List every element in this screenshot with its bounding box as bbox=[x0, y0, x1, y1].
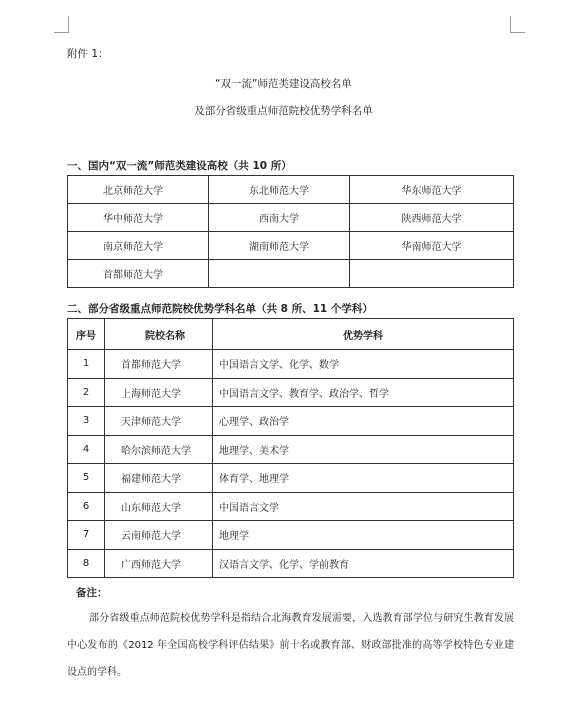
table-row bbox=[68, 350, 514, 379]
subjects-cell: 心理学、政治学 bbox=[213, 407, 514, 436]
table-header-row bbox=[68, 319, 514, 350]
table-row bbox=[68, 521, 514, 550]
crop-mark-right bbox=[510, 16, 525, 33]
school-cell: 山东师范大学 bbox=[105, 492, 213, 521]
seq-cell: 3 bbox=[68, 407, 105, 436]
table-row bbox=[68, 549, 514, 578]
document-title-line-1: “双一流”师范类建设高校名单 bbox=[215, 78, 352, 90]
university-cell: 华南师范大学 bbox=[350, 232, 514, 260]
seq-cell: 4 bbox=[68, 435, 105, 464]
column-header-school: 院校名称 bbox=[105, 319, 213, 350]
seq-cell: 6 bbox=[68, 492, 105, 521]
university-cell bbox=[209, 260, 350, 288]
school-cell: 福建师范大学 bbox=[105, 464, 213, 493]
university-cell: 华东师范大学 bbox=[350, 176, 514, 204]
subjects-cell: 地理学、美术学 bbox=[213, 435, 514, 464]
subjects-cell: 中国语言文学、教育学、政治学、哲学 bbox=[213, 378, 514, 407]
university-cell: 东北师范大学 bbox=[209, 176, 350, 204]
school-cell: 首都师范大学 bbox=[105, 350, 213, 379]
school-cell: 哈尔滨师范大学 bbox=[105, 435, 213, 464]
table-row bbox=[68, 204, 514, 232]
seq-cell: 7 bbox=[68, 521, 105, 550]
column-header-subjects: 优势学科 bbox=[213, 319, 514, 350]
attachment-label: 附件 1： bbox=[67, 48, 109, 60]
table-row bbox=[68, 260, 514, 288]
school-cell: 天津师范大学 bbox=[105, 407, 213, 436]
school-cell: 上海师范大学 bbox=[105, 378, 213, 407]
notes-body: 部分省级重点师范院校优势学科是指结合北海教育发展需要，入选教育部学位与研究生教育发展中心发布的《2012 年全国高校学科评估结果》前十名或教育部、财政部批准的高等学校特色专业建设点的学科。 bbox=[67, 613, 514, 678]
university-cell: 华中师范大学 bbox=[68, 204, 209, 232]
double-first-class-universities-table bbox=[67, 175, 514, 288]
column-header-seq: 序号 bbox=[68, 319, 105, 350]
university-cell: 湖南师范大学 bbox=[209, 232, 350, 260]
table-row bbox=[68, 464, 514, 493]
subjects-cell: 中国语言文学 bbox=[213, 492, 514, 521]
subjects-cell: 地理学 bbox=[213, 521, 514, 550]
university-cell bbox=[350, 260, 514, 288]
table-row bbox=[68, 407, 514, 436]
notes-label: 备注： bbox=[76, 587, 108, 599]
school-cell: 广西师范大学 bbox=[105, 549, 213, 578]
university-cell: 西南大学 bbox=[209, 204, 350, 232]
table-row bbox=[68, 232, 514, 260]
university-cell: 陕西师范大学 bbox=[350, 204, 514, 232]
document-title-line-2: 及部分省级重点师范院校优势学科名单 bbox=[194, 105, 373, 117]
seq-cell: 1 bbox=[68, 350, 105, 379]
section-2-heading: 二、部分省级重点师范院校优势学科名单（共 8 所、11 个学科） bbox=[67, 303, 373, 315]
subjects-cell: 汉语言文学、化学、学前教育 bbox=[213, 549, 514, 578]
table-row bbox=[68, 176, 514, 204]
section-1-heading: 一、国内“双一流”师范类建设高校（共 10 所） bbox=[67, 160, 292, 172]
university-cell: 南京师范大学 bbox=[68, 232, 209, 260]
key-normal-universities-subjects-table bbox=[67, 318, 514, 578]
university-cell: 北京师范大学 bbox=[68, 176, 209, 204]
seq-cell: 5 bbox=[68, 464, 105, 493]
university-cell: 首都师范大学 bbox=[68, 260, 209, 288]
seq-cell: 2 bbox=[68, 378, 105, 407]
table-row bbox=[68, 492, 514, 521]
table-row bbox=[68, 435, 514, 464]
subjects-cell: 体育学、地理学 bbox=[213, 464, 514, 493]
crop-mark-left bbox=[54, 16, 69, 33]
subjects-cell: 中国语言文学、化学、数学 bbox=[213, 350, 514, 379]
table-row bbox=[68, 378, 514, 407]
seq-cell: 8 bbox=[68, 549, 105, 578]
school-cell: 云南师范大学 bbox=[105, 521, 213, 550]
